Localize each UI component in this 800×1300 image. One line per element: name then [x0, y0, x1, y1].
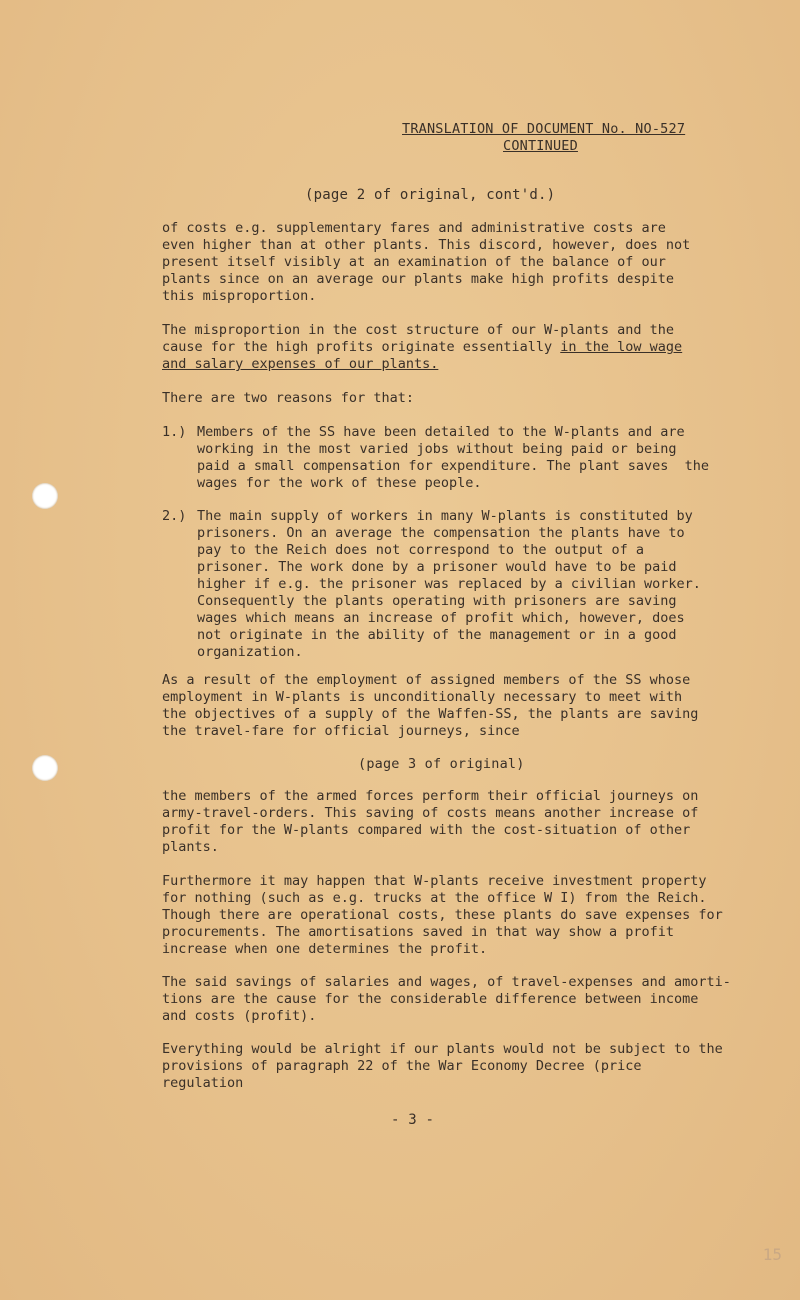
text-line: higher if e.g. the prisoner was replaced by a civilian worker.	[197, 576, 701, 592]
paragraph-4	[162, 672, 698, 740]
text-line: even higher than at other plants. This discord, however, does not	[162, 237, 691, 253]
text-span: cause for the high profits originate essentially	[162, 339, 561, 355]
text-line: The misproportion in the cost structure of our W-plants and the	[162, 322, 675, 338]
paragraph-7	[162, 974, 731, 1025]
page-number-footer: - 3 -	[391, 1112, 435, 1128]
text-line: tions are the cause for the considerable difference between income	[162, 991, 699, 1007]
text-line: provisions of paragraph 22 of the War Economy Decree (price	[162, 1058, 642, 1074]
text-line: regulation	[162, 1075, 244, 1091]
list-item-number-2: 2.)	[162, 508, 187, 524]
text-line: prisoners. On an average the compensation the plants have to	[197, 525, 685, 541]
text-line: not originate in the ability of the management or in a good	[197, 627, 677, 643]
corner-mark: 15	[762, 1245, 782, 1264]
text-line: organization.	[197, 644, 303, 660]
text-line: this misproportion.	[162, 288, 317, 304]
text-line: for nothing (such as e.g. trucks at the office W I) from the Reich.	[162, 890, 707, 906]
underlined-text: in the low wage	[560, 339, 683, 355]
page-note-2: (page 3 of original)	[358, 756, 525, 772]
punch-hole	[32, 755, 58, 781]
text-line: prisoner. The work done by a prisoner would have to be paid	[197, 559, 677, 575]
text-line: Furthermore it may happen that W-plants receive investment property	[162, 873, 707, 889]
text-line: wages which means an increase of profit which, however, does	[197, 610, 685, 626]
text-line: the members of the armed forces perform their official journeys on	[162, 788, 699, 804]
paragraph-6	[162, 873, 723, 958]
text-line: The main supply of workers in many W-plants is constituted by	[197, 508, 693, 524]
document-header-continued: CONTINUED	[503, 138, 578, 154]
list-item-2	[197, 508, 701, 661]
punch-hole	[32, 483, 58, 509]
text-line	[162, 339, 682, 356]
paragraph-5	[162, 788, 698, 856]
text-line: The said savings of salaries and wages, of travel-expenses and amorti-	[162, 974, 731, 990]
text-line: and costs (profit).	[162, 1008, 317, 1024]
text-line: There are two reasons for that:	[162, 390, 414, 406]
text-line: increase when one determines the profit.	[162, 941, 488, 957]
text-line: of costs e.g. supplementary fares and administrative costs are	[162, 220, 666, 236]
text-line: Members of the SS have been detailed to the W-plants and are	[197, 424, 685, 440]
text-line: working in the most varied jobs without being paid or being	[197, 441, 677, 457]
paragraph-1	[162, 220, 690, 305]
text-line: employment in W-plants is unconditionally necessary to meet with	[162, 689, 683, 705]
list-item-number-1: 1.)	[162, 424, 187, 440]
text-line: plants since on an average our plants make high profits despite	[162, 271, 675, 287]
underlined-text: and salary expenses of our plants.	[162, 356, 439, 372]
text-line: plants.	[162, 839, 219, 855]
text-line: As a result of the employment of assigned members of the SS whose	[162, 672, 691, 688]
list-item-1	[197, 424, 709, 492]
text-line: pay to the Reich does not correspond to the output of a	[197, 542, 645, 558]
paragraph-8	[162, 1041, 723, 1092]
text-line: wages for the work of these people.	[197, 475, 482, 491]
text-line: procurements. The amortisations saved in that way show a profit	[162, 924, 675, 940]
text-line: the travel-fare for official journeys, since	[162, 723, 520, 739]
text-line: army-travel-orders. This saving of costs means another increase of	[162, 805, 699, 821]
paragraph-3	[162, 390, 414, 407]
text-line: profit for the W-plants compared with the cost-situation of other	[162, 822, 691, 838]
text-line: paid a small compensation for expenditure. The plant saves the	[197, 458, 710, 474]
page-note: (page 2 of original, cont'd.)	[305, 187, 556, 203]
paragraph-2	[162, 322, 682, 373]
text-line: Though there are operational costs, these plants do save expenses for	[162, 907, 723, 923]
text-line: present itself visibly at an examination of the balance of our	[162, 254, 666, 270]
text-line: Consequently the plants operating with prisoners are saving	[197, 593, 677, 609]
document-header-title: TRANSLATION OF DOCUMENT No. NO-527	[402, 121, 686, 137]
text-line: Everything would be alright if our plants would not be subject to the	[162, 1041, 723, 1057]
text-line: the objectives of a supply of the Waffen-SS, the plants are saving	[162, 706, 699, 722]
